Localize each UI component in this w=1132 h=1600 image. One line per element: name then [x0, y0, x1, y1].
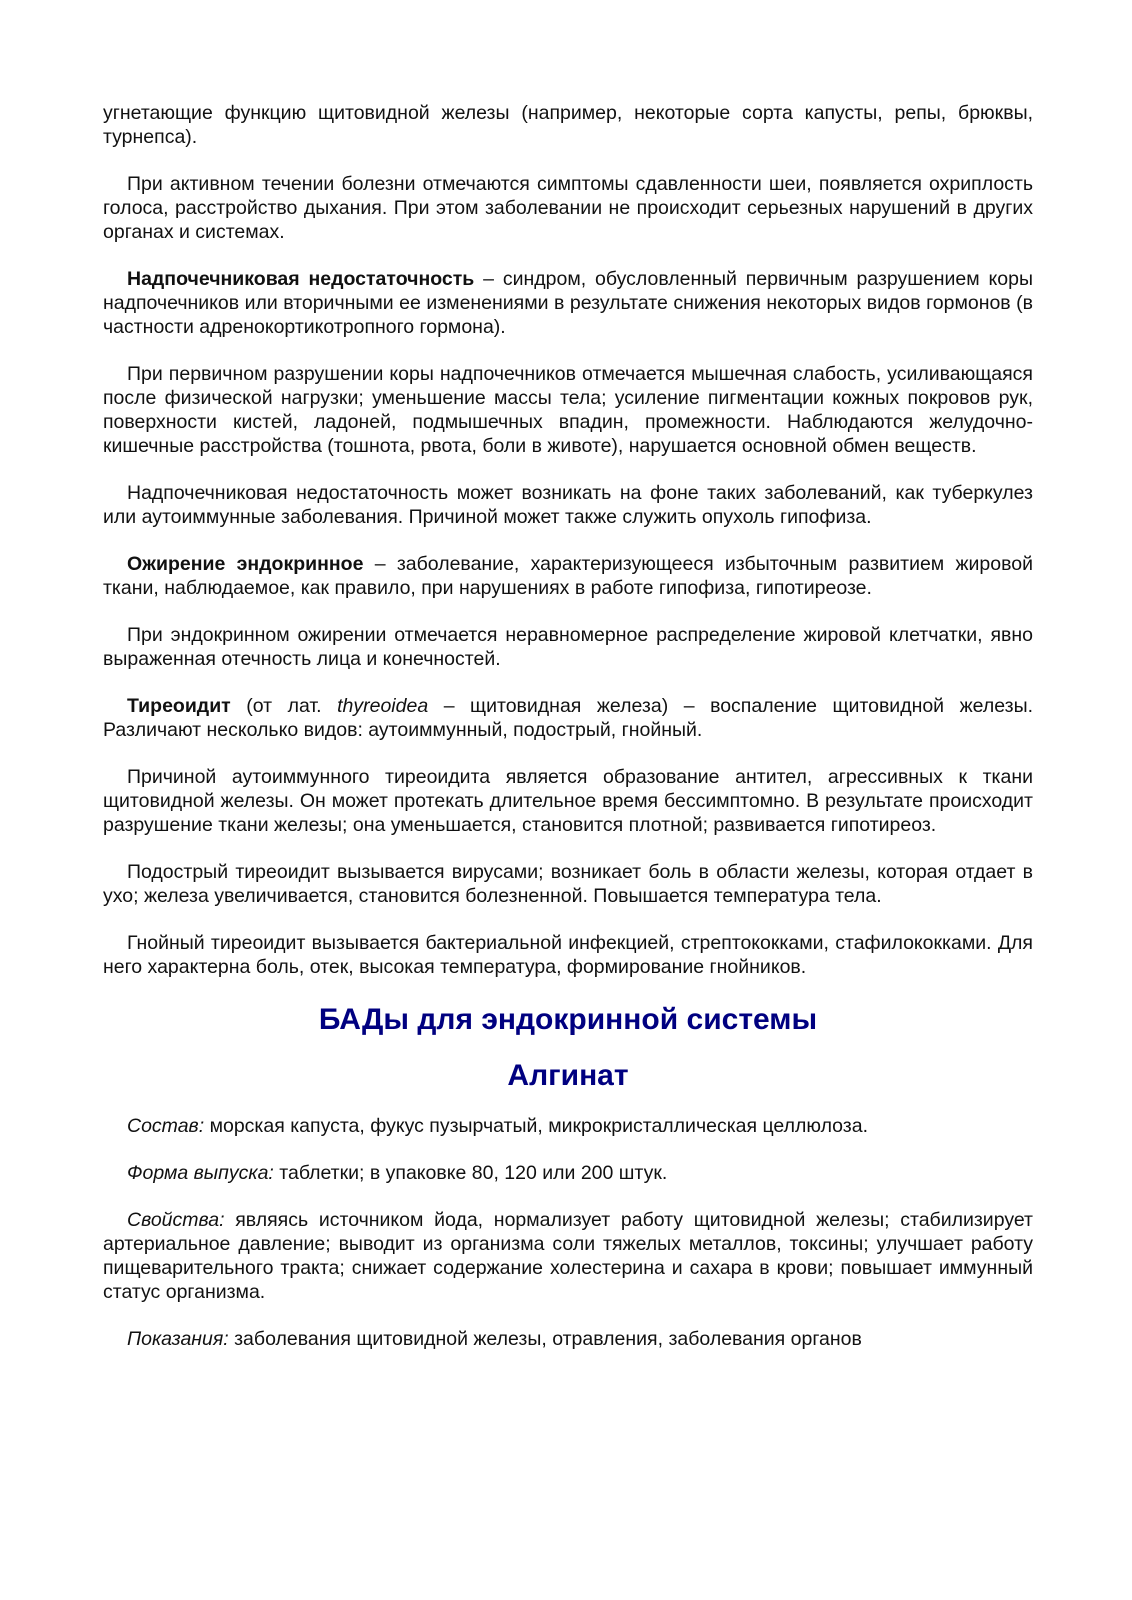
indications-label: Показания: [127, 1328, 229, 1350]
paragraph-endocrine-obesity-symptoms: При эндокринном ожирении отмечается неравномерное распределение жировой клетчатки, явно выраженная отечность лица и конечностей. [103, 624, 1033, 670]
paragraph-indications: Показания: заболевания щитовидной железы, отравления, заболевания органов [127, 1328, 862, 1350]
paragraph-autoimmune-thyroiditis: Причиной аутоиммунного тиреоидита является образование антител, агрессивных к ткани щитовидной железы. Он может протекать длительное время бессимптомно. В результате происходит разрушение ткани железы; она уменьшается, становится плотной; развивается гипотиреоз. [103, 766, 1033, 836]
latin-term: thyreoidea [337, 695, 429, 717]
composition-label: Состав: [127, 1115, 205, 1137]
paragraph-adrenal-insufficiency-definition: Надпочечниковая недостаточность – синдром, обусловленный первичным разрушением коры надпочечников или вторичными ее изменениями в результате снижения некоторых видов гормонов (в частности адренокортикотропного гормона). [103, 268, 1033, 338]
paragraph-endocrine-obesity-definition: Ожирение эндокринное – заболевание, характеризующееся избыточным развитием жировой ткани, наблюдаемое, как правило, при нарушениях в работе гипофиза, гипотиреозе. [103, 553, 1033, 599]
document-page [103, 101, 1033, 1351]
paragraph-thyroiditis-definition: Тиреоидит (от лат. thyreoidea – щитовидная железа) – воспаление щитовидной железы. Различают несколько видов: аутоиммунный, подострый, гнойный. [103, 695, 1034, 741]
paragraph-goiter-symptoms: При активном течении болезни отмечаются симптомы сдавленности шеи, появляется охриплость голоса, расстройство дыхания. При этом заболевании не происходит серьезных нарушений в других органах и системах. [103, 173, 1033, 243]
paragraph-purulent-thyroiditis: Гнойный тиреоидит вызывается бактериальной инфекцией, стрептококками, стафилококками. Для него характерна боль, отек, высокая температура, формирование гнойников. [103, 932, 1033, 978]
paragraph-properties: Свойства: являясь источником йода, нормализует работу щитовидной железы; стабилизирует артериальное давление; выводит из организма соли тяжелых металлов, токсины; улучшает работу пищеварительного тракта; снижает содержание холестерина и сахара в крови; повышает иммунный статус организма. [103, 1209, 1033, 1303]
paragraph-subacute-thyroiditis: Подострый тиреоидит вызывается вирусами; возникает боль в области железы, которая отдает в ухо; железа увеличивается, становится болезненной. Повышается температура тела. [103, 861, 1033, 907]
paragraph-adrenal-insufficiency-causes: Надпочечниковая недостаточность может возникать на фоне таких заболеваний, как туберкулез или аутоиммунные заболевания. Причиной может также служить опухоль гипофиза. [103, 482, 1033, 528]
paragraph-form: Форма выпуска: таблетки; в упаковке 80, 120 или 200 штук. [127, 1162, 668, 1184]
properties-label: Свойства: [127, 1209, 225, 1231]
paragraph-adrenal-insufficiency-symptoms: При первичном разрушении коры надпочечников отмечается мышечная слабость, усиливающаяся после физической нагрузки; уменьшение массы тела; усиление пигментации кожных покровов рук, поверхности кистей, ладоней, подмышечных впадин, промежности. Наблюдаются желудочно-кишечные расстройства (тошнота, рвота, боли в животе), нарушается основной обмен веществ. [103, 363, 1033, 457]
paragraph-composition: Состав: морская капуста, фукус пузырчатый, микрокристаллическая целлюлоза. [127, 1115, 869, 1137]
section-heading: БАДы для эндокринной системы [318, 1003, 818, 1036]
paragraph-goiter-causes-continued: угнетающие функцию щитовидной железы (например, некоторые сорта капусты, репы, брюквы, турнепса). [103, 102, 1033, 148]
term-thyroiditis: Тиреоидит [127, 695, 231, 717]
product-heading: Алгинат [507, 1059, 629, 1092]
term-adrenal-insufficiency: Надпочечниковая недостаточность [127, 268, 475, 290]
term-endocrine-obesity: Ожирение эндокринное [127, 553, 364, 575]
form-label: Форма выпуска: [127, 1162, 274, 1184]
